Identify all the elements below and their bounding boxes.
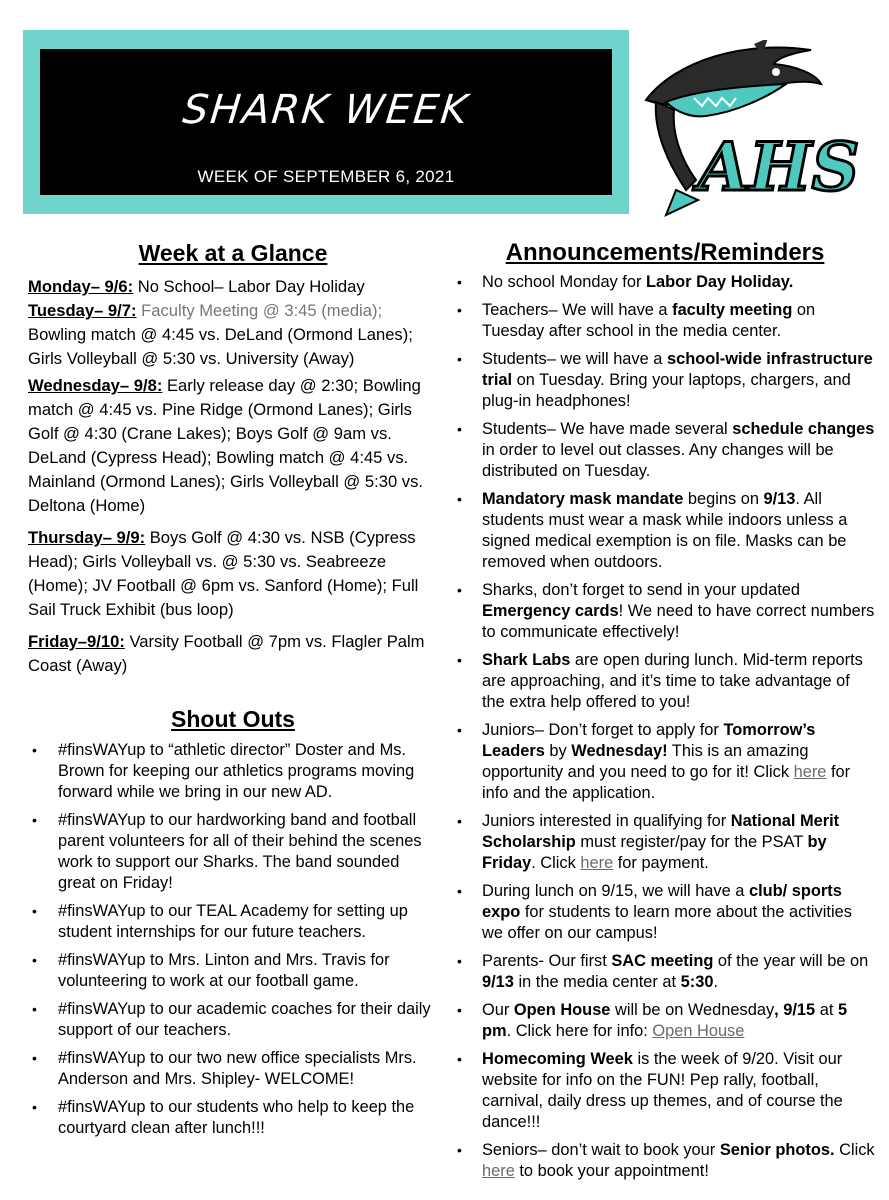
announcement-club-expo: • During lunch on 9/15, we will have a club/ sports expo for students to learn more about the activities we offer on our campus! — [457, 882, 852, 942]
list-item: • #finsWAYup to our academic coaches for their daily support of our teachers. — [32, 1000, 431, 1039]
senior-photos-link[interactable]: here — [482, 1162, 515, 1180]
list-item: • #finsWAYup to our students who help to keep the courtyard clean after lunch!!! — [32, 1098, 415, 1137]
list-item: • #finsWAYup to our hardworking band and football parent volunteers for all of their behind the scenes work to support our Sharks. The band sounded great on Friday! — [32, 811, 422, 892]
right-column — [453, 238, 877, 1189]
announcement-schedule-changes: • Students– We have made several schedule changes in order to level out classes. Any changes will be distributed on Tuesday. — [457, 420, 875, 480]
list-item: • #finsWAYup to our two new office specialists Mrs. Anderson and Mrs. Shipley- WELCOME! — [32, 1049, 417, 1088]
shout-outs-list — [28, 740, 438, 1139]
svg-text:AHS: AHS — [698, 128, 860, 206]
week-at-a-glance-heading: Week at a Glance — [138, 240, 328, 266]
announcement-labor-day: • No school Monday for Labor Day Holiday. — [457, 273, 794, 291]
day-wednesday: Wednesday– 9/8: Early release day @ 2:30; Bowling match @ 4:45 vs. Pine Ridge (Ormond Lanes); Girls Golf @ 4:30 (Crane Lakes); Boys Golf @ 9am vs. DeLand (Cypress Head); Bowling match @ 4:45 vs. Mainland (Ormond Lanes); Girls Volleyball @ 5:30 vs. Deltona (Home) — [28, 376, 423, 515]
list-item: • #finsWAYup to Mrs. Linton and Mrs. Travis for volunteering to work at our football game. — [32, 951, 390, 990]
announcement-tomorrows-leaders: • Juniors– Don’t forget to apply for Tomorrow’s Leaders by Wednesday! This is an amazing opportunity and you need to go for it! Click here for info and the application. — [457, 721, 851, 802]
list-item: • #finsWAYup to “athletic director” Doster and Ms. Brown for keeping our athletics programs moving forward while we bring in our new AD. — [32, 741, 415, 801]
announcement-homecoming: • Homecoming Week is the week of 9/20. Visit our website for info on the FUN! Pep rally, football, carnival, daily dress up themes, and of course the dance!!! — [457, 1050, 843, 1131]
announcement-shark-labs: • Shark Labs are open during lunch. Mid-term reports are approaching, and it’s time to take advantage of the extra help offered to you! — [457, 651, 863, 711]
day-thursday: Thursday– 9/9: Boys Golf @ 4:30 vs. NSB (Cypress Head); Girls Volleyball vs. @ 5:30 vs. Seabreeze (Home); JV Football @ 6pm vs. Sanford (Home); Full Sail Truck Exhibit (bus loop) — [28, 528, 419, 619]
psat-payment-link[interactable]: here — [580, 854, 614, 872]
shout-outs-heading: Shout Outs — [171, 706, 295, 732]
day-tuesday: Tuesday– 9/7: Faculty Meeting @ 3:45 (media); Bowling match @ 4:45 vs. DeLand (Ormond Lanes); Girls Volleyball @ 5:30 vs. University (Away) — [28, 301, 413, 368]
left-column — [28, 238, 438, 1146]
announcement-senior-photos: • Seniors– don’t wait to book your Senior photos. Click here to book your appointment! — [457, 1141, 875, 1180]
header-banner — [23, 30, 629, 214]
day-friday: Friday–9/10: Varsity Football @ 7pm vs. Flagler Palm Coast (Away) — [28, 632, 425, 675]
announcements-list — [453, 272, 877, 1182]
announcement-emergency-cards: • Sharks, don’t forget to send in your updated Emergency cards! We need to have correct numbers to communicate effectively! — [457, 581, 875, 641]
announcement-national-merit: • Juniors interested in qualifying for National Merit Scholarship must register/pay for the PSAT by Friday. Click here for payment. — [457, 812, 840, 872]
newsletter-week: WEEK OF SEPTEMBER 6, 2021 — [197, 167, 455, 186]
open-house-link[interactable]: Open House — [652, 1022, 745, 1040]
list-item: • #finsWAYup to our TEAL Academy for setting up student internships for our future teachers. — [32, 902, 408, 941]
day-monday: Monday– 9/6: No School– Labor Day Holiday — [28, 277, 365, 296]
announcement-infrastructure-trial: • Students– we will have a school-wide infrastructure trial on Tuesday. Bring your laptops, chargers, and plug-in headphones! — [457, 350, 873, 410]
announcement-faculty-meeting: • Teachers– We will have a faculty meeting on Tuesday after school in the media center. — [457, 301, 816, 340]
header-box — [40, 49, 612, 195]
announcement-sac-meeting: • Parents- Our first SAC meeting of the year will be on 9/13 in the media center at 5:30. — [457, 952, 869, 991]
shark-logo — [636, 40, 866, 218]
tomorrows-leaders-link[interactable]: here — [793, 763, 827, 781]
announcements-heading: Announcements/Reminders — [505, 239, 825, 266]
newsletter-title: SHARK WEEK — [180, 87, 472, 133]
announcement-open-house: • Our Open House will be on Wednesday, 9/15 at 5 pm. Click here for info: Open House — [457, 1001, 848, 1040]
announcement-mask-mandate: • Mandatory mask mandate begins on 9/13. All students must wear a mask while indoors unless a signed medical exemption is on file. Masks can be removed when outdoors. — [457, 490, 848, 571]
